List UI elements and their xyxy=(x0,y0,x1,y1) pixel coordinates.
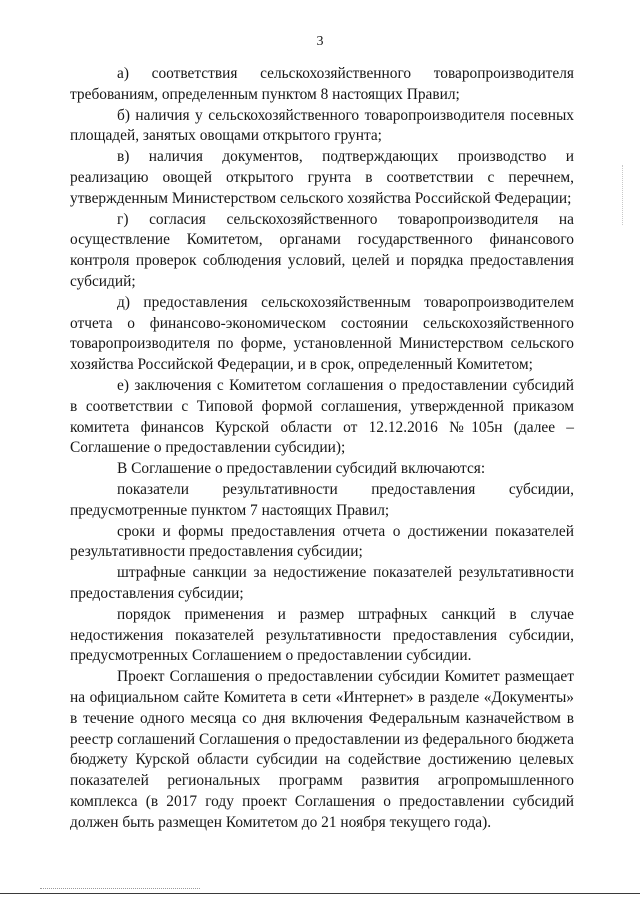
paragraph-penalty-procedure: порядок применения и размер штрафных санкций в случае недостижения показателей результативности предоставления субсидии, предусмотренных Соглашением о предоставлении субсидии. xyxy=(70,605,574,665)
scan-noise xyxy=(40,888,200,890)
paragraph-penalties: штрафные санкции за недостижение показателей результативности предоставления субсидии; xyxy=(70,564,574,602)
paragraph-condition-e: д) предоставления сельскохозяйственным товаропроизводителем отчета о финансово-экономическом состоянии сельскохозяйственного товаропроизводителя по форме, установленной Министерством сельского хозяйства Российской Федерации, и в срок, определенный Комитетом; xyxy=(70,293,574,374)
scan-artifact xyxy=(622,165,624,225)
paragraph-report-terms: сроки и формы предоставления отчета о достижении показателей результативности предоставления субсидии; xyxy=(70,522,574,561)
paragraph-agreement-intro: В Соглашение о предоставлении субсидий включаются: xyxy=(117,460,486,478)
document-body xyxy=(70,64,574,833)
page-bottom-edge xyxy=(0,893,640,894)
paragraph-condition-d: г) согласия сельскохозяйственного товаропроизводителя на осуществление Комитетом, органами государственного финансового контроля проверок соблюдения условий, целей и порядка предоставления субсидий; xyxy=(70,210,574,290)
paragraph-draft-publication: Проект Соглашения о предоставлении субсидии Комитет размещает на официальном сайте Комитета в сети «Интернет» в разделе «Документы» в течение одного месяца со дня включения Федеральным казначейством в реестр соглашений Соглашения о предоставлении из федерального бюджета бюджету Курской области субсидии на содействие достижению целевых показателей региональных программ развития агропромышленного комплекса (в 2017 году проект Соглашения о предоставлении субсидий должен быть размещен Комитетом до 21 ноября текущего года). xyxy=(70,668,574,831)
paragraph-condition-a: а) соответствия сельскохозяйственного товаропроизводителя требованиям, определенным пунктом 8 настоящих Правил; xyxy=(70,65,574,103)
paragraph-condition-b: б) наличия у сельскохозяйственного товаропроизводителя посевных площадей, занятых овощами открытого грунта; xyxy=(70,106,574,145)
page-number: 3 xyxy=(316,34,324,49)
paragraph-condition-c: в) наличия документов, подтверждающих производство и реализацию овощей открытого грунта в соответствии с перечнем, утвержденным Министерством сельского хозяйства Российской Федерации; xyxy=(70,148,574,207)
paragraph-condition-f: е) заключения с Комитетом соглашения о предоставлении субсидий в соответствии с Типовой формой соглашения, утвержденной приказом комитета финансов Курской области от 12.12.2016 №105н (далее – Соглашение о предоставлении субсидии); xyxy=(70,376,574,457)
paragraph-indicators: показатели результативности предоставления субсидии, предусмотренные пунктом 7 настоящих Правил; xyxy=(70,480,574,519)
